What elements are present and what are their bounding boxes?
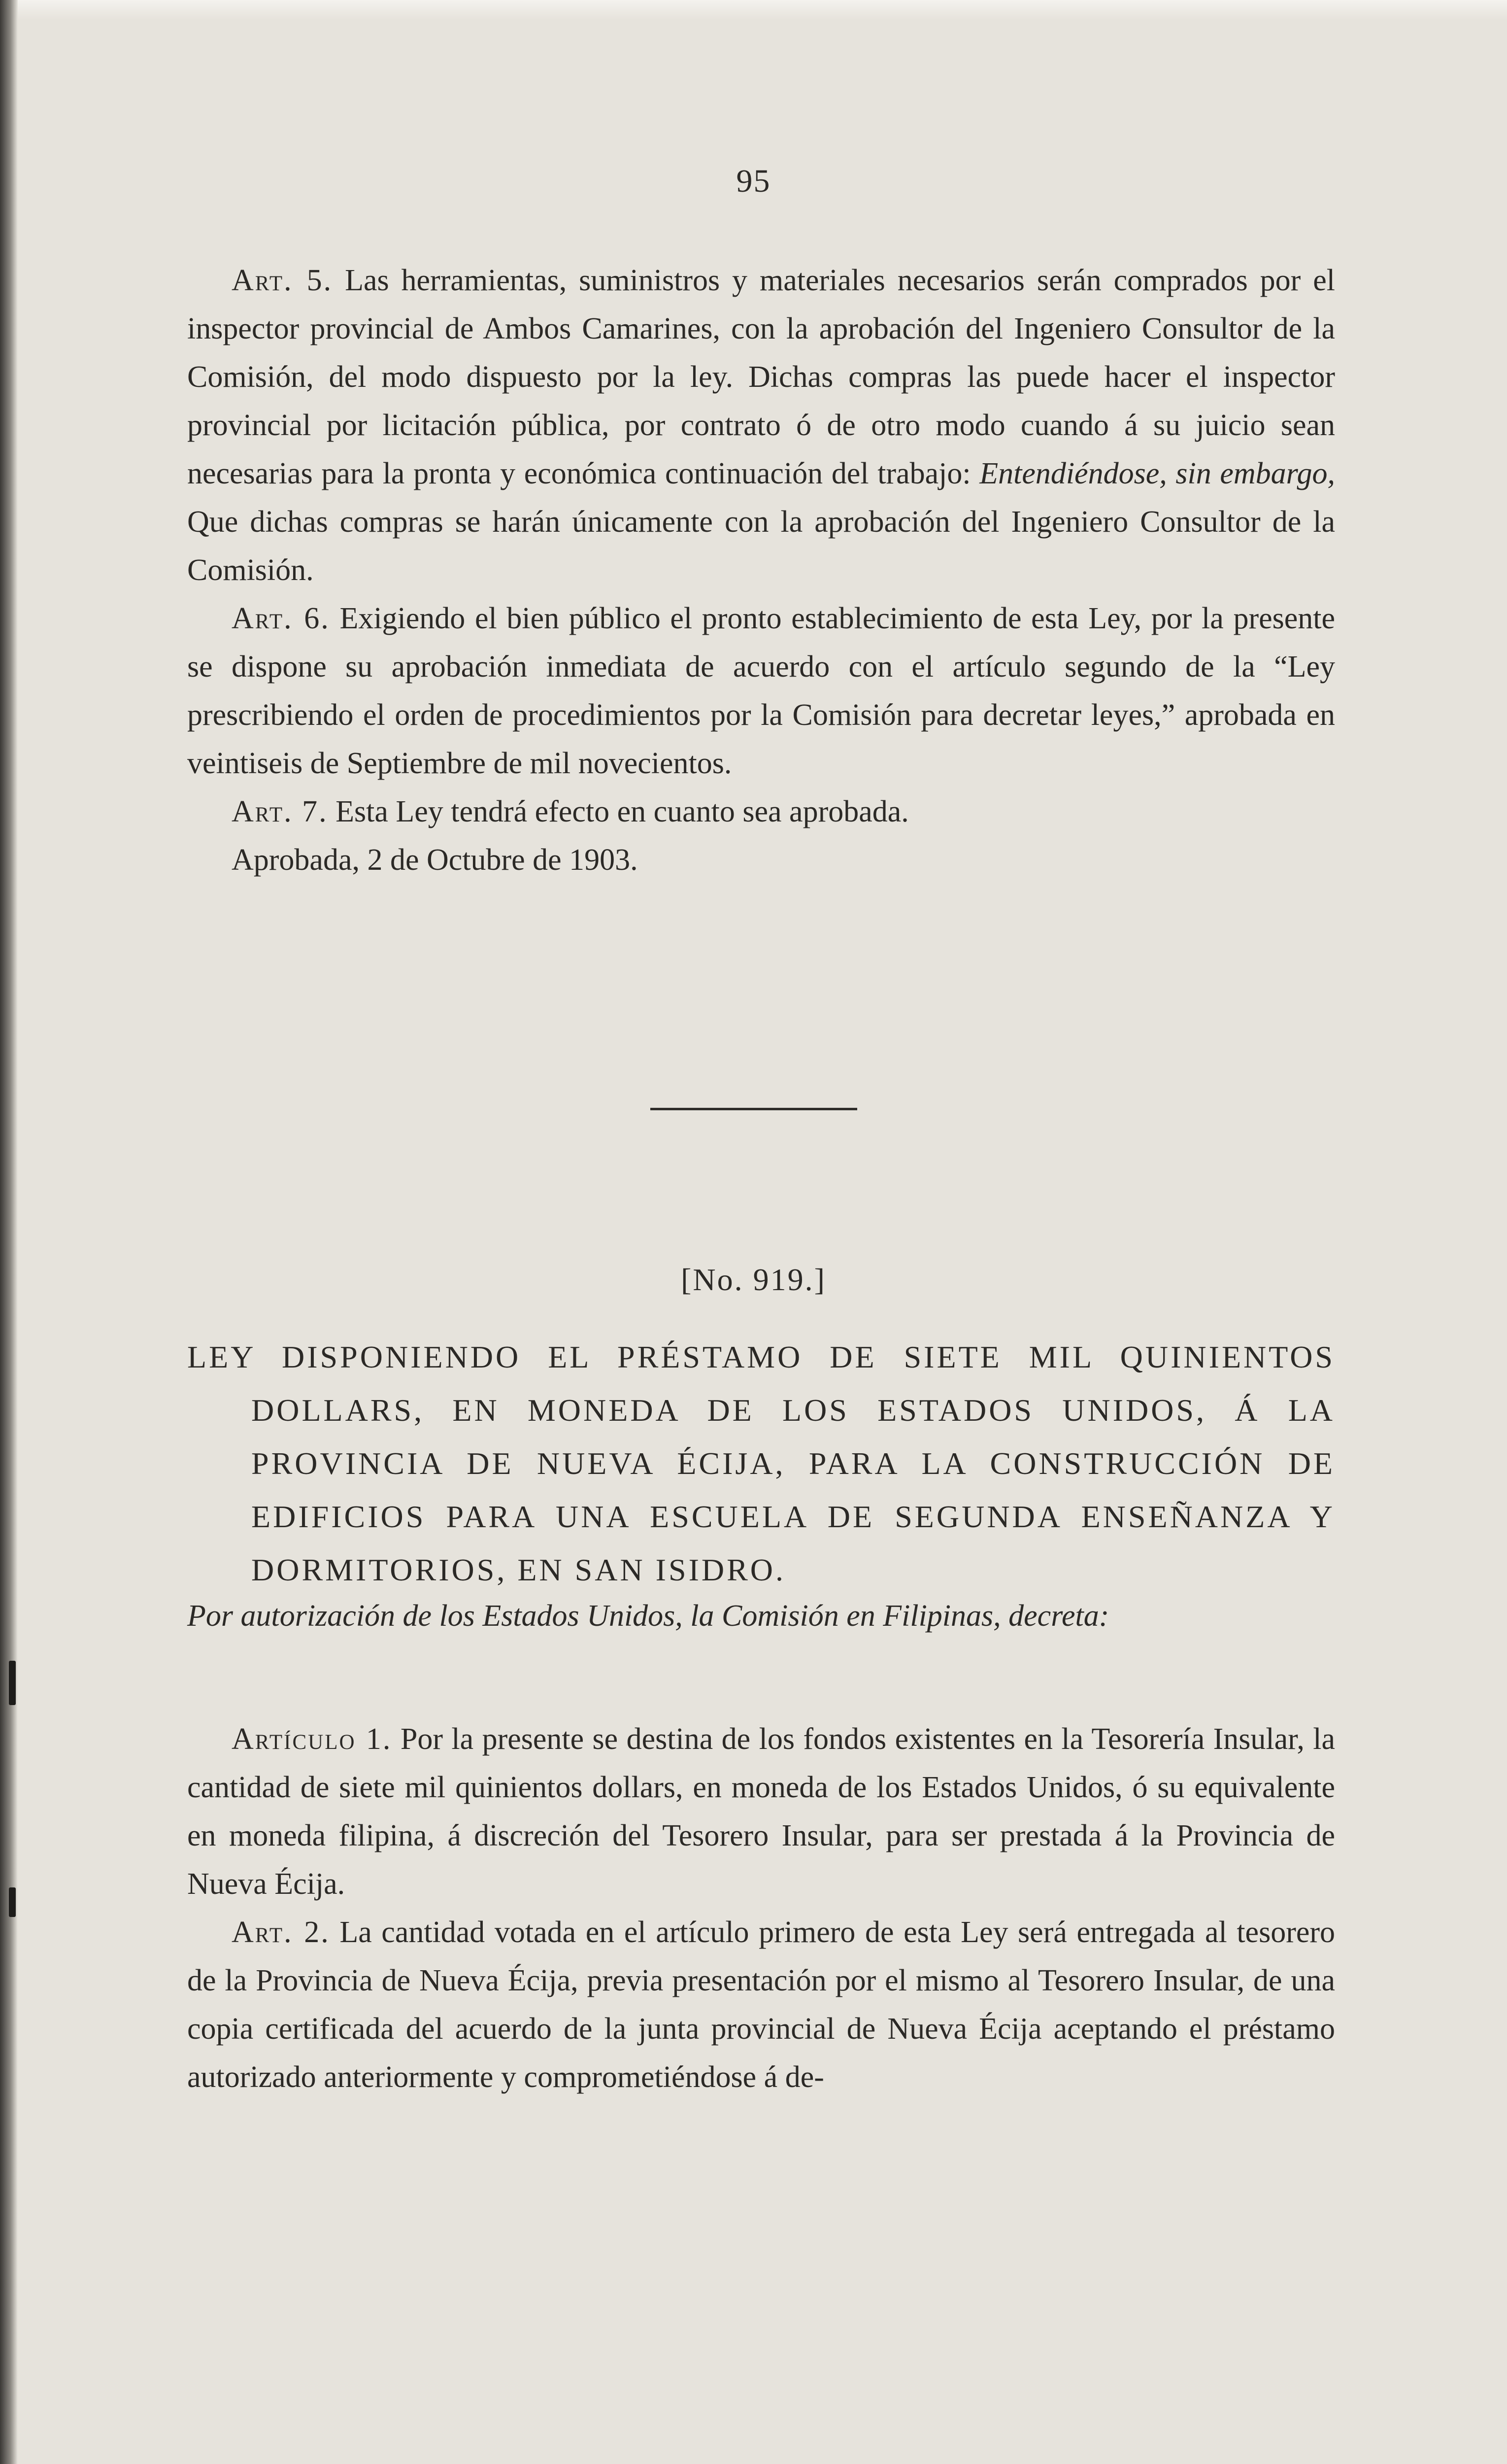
- article-1: [187, 1715, 1335, 1908]
- article-text: Por la presente se destina de los fondos existentes en la Tesorería Insular, la cantidad de siete mil quinientos dollars, en moneda de los Estados Unidos, ó su equivalente en moneda filipina, á discreción del Tesorero Insular, para ser prestada á la Provincia de Nueva Écija.: [187, 1722, 1335, 1901]
- article-text: La cantidad votada en el artículo primero de esta Ley será entregada al tesorero de la Provincia de Nueva Écija, previa presentación por el mismo al Tesorero Insular, de una copia certificada del acuerdo de la junta provincial de Nueva Écija aceptando el préstamo autorizado anteriormente y comprometiéndose á de-: [187, 1916, 1336, 2094]
- article-6: [187, 594, 1335, 787]
- act-title: LEY DISPONIENDO EL PRÉSTAMO DE SIETE MIL QUINIENTOS DOLLARS, EN MONEDA DE LOS ESTADOS UNIDOS, Á LA PROVINCIA DE NUEVA ÉCIJA, PARA LA CONSTRUCCIÓN DE EDIFICIOS PARA UNA ESCUELA DE SEGUNDA ENSEÑANZA Y DORMITORIOS, EN SAN ISIDRO.: [187, 1339, 1335, 1587]
- margin-mark: [9, 1661, 16, 1705]
- page-binding-edge: [0, 0, 18, 2464]
- page-number: 95: [736, 163, 771, 199]
- approval-date: Aprobada, 2 de Octubre de 1903.: [232, 843, 638, 877]
- previous-act-body: [187, 256, 1335, 884]
- article-tail: Que dichas compras se harán únicamente con la aprobación del Ingeniero Consultor de la Comisión.: [187, 505, 1335, 587]
- article-italic: Entendiéndose, sin embargo,: [979, 457, 1335, 490]
- article-2: [187, 1908, 1335, 2101]
- article-text: Las herramientas, suministros y materiales necesarios serán comprados por el inspector provincial de Ambos Camarines, con la aprobación del Ingeniero Consultor de la Comisión, del modo dispuesto por la ley. Dichas compras las puede hacer el inspector provincial por licitación pública, por contrato ó de otro modo cuando á su juicio sean necesarias para la pronta y económica continuación del trabajo:: [187, 264, 1335, 490]
- article-5: [187, 256, 1335, 594]
- article-7: [187, 787, 1335, 836]
- act-number: [No. 919.]: [681, 1262, 826, 1297]
- article-label: Art. 6.: [232, 602, 330, 635]
- page-top-edge: [0, 0, 1507, 20]
- article-text: Exigiendo el bien público el pronto establecimiento de esta Ley, por la presente se dispone su aprobación inmediata de acuerdo con el artículo segundo de la “Ley prescribiendo el orden de procedimientos por la Comisión para decretar leyes,” aprobada en veintiseis de Septiembre de mil novecientos.: [187, 602, 1335, 780]
- enacting-clause: Por autorización de los Estados Unidos, la Comisión en Filipinas, decreta:: [187, 1599, 1109, 1633]
- act-body: [187, 1715, 1335, 2101]
- margin-mark: [9, 1887, 16, 1917]
- section-divider: [650, 1108, 857, 1110]
- article-label: Artículo 1.: [232, 1722, 392, 1756]
- article-label: Art. 5.: [232, 264, 333, 297]
- article-text: Esta Ley tendrá efecto en cuanto sea aprobada.: [328, 795, 909, 828]
- article-label: Art. 7.: [232, 795, 328, 828]
- article-label: Art. 2.: [232, 1916, 330, 1949]
